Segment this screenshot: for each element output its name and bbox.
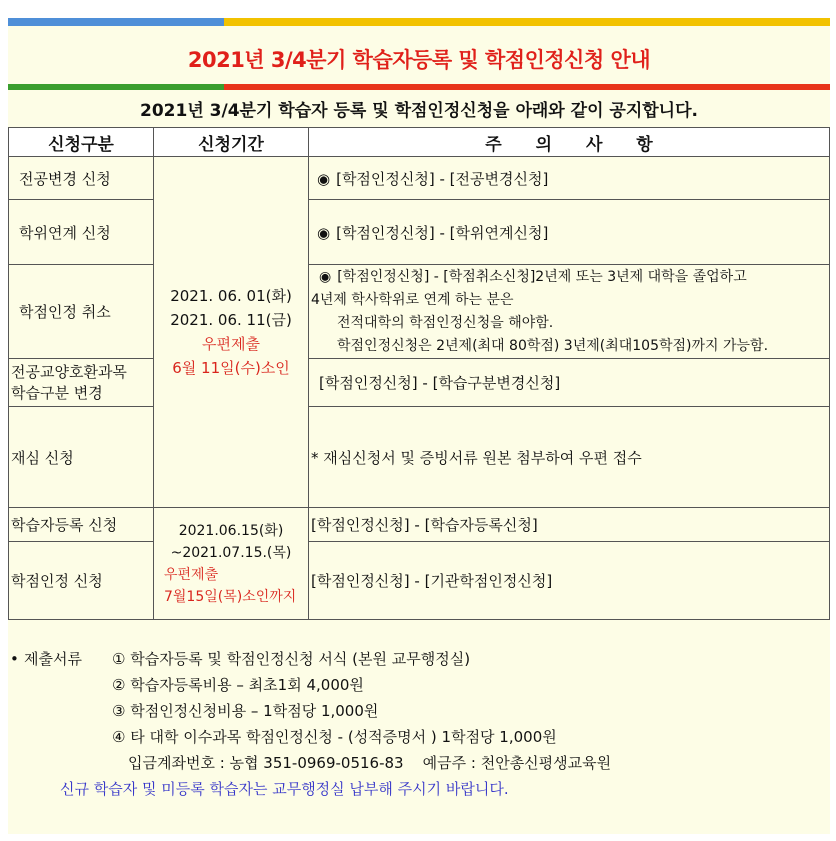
document-item: ① 학습자등록 및 학점인정신청 서식 (본원 교무행정실) <box>112 650 471 668</box>
document-item: ③ 학점인정신청비용 – 1학점당 1,000원 <box>112 702 379 720</box>
top-color-bar <box>8 18 830 26</box>
period-cell-2 <box>154 508 309 620</box>
notice-document <box>8 26 830 834</box>
table-row <box>9 157 830 200</box>
table-row <box>9 542 830 620</box>
period-deadline: 6월 11일(수)소인 <box>172 359 290 377</box>
bank-account: 입금계좌번호 : 농협 351-0969-0516-83 예금주 : 천안총신평생교육원 <box>128 754 612 772</box>
page-title: 2021년 3/4분기 학습자등록 및 학점인정신청 안내 <box>187 48 651 72</box>
row-category: 전공변경 신청 <box>9 157 154 200</box>
period-end: 2021. 06. 11(금) <box>170 311 292 329</box>
row-note: [학점인정신청] - [학습자등록신청] <box>309 508 830 542</box>
table-row <box>9 508 830 542</box>
header-notes: 주 의 사 항 <box>309 128 830 157</box>
period-deadline: 7월15일(목)소인까지 <box>164 588 297 605</box>
table-header-row <box>9 128 830 157</box>
header-period: 신청기간 <box>154 128 309 157</box>
row-note: ◉ [학점인정신청] - [학위연계신청] <box>309 200 830 265</box>
row-category: 전공교양호환과목 학습구분 변경 <box>9 359 154 407</box>
page-subtitle: 2021년 3/4분기 학습자 등록 및 학점인정신청을 아래와 같이 공지합니다. <box>140 101 698 121</box>
table-row <box>9 407 830 508</box>
radio-selected-icon: ◉ <box>317 223 331 242</box>
document-item: ② 학습자등록비용 – 최초1회 4,000원 <box>112 676 364 694</box>
row-note: [학점인정신청] - [기관학점인정신청] <box>309 542 830 620</box>
period-end: ~2021.07.15.(목) <box>170 544 292 561</box>
documents-label: 제출서류 <box>24 650 82 668</box>
table-row <box>9 200 830 265</box>
bullet-icon: • <box>10 650 19 668</box>
radio-selected-icon: ◉ <box>319 268 332 285</box>
row-category: 학점인정 신청 <box>9 542 154 620</box>
row-category: 학습자등록 신청 <box>9 508 154 542</box>
row-category: 학위연계 신청 <box>9 200 154 265</box>
row-note: [학점인정신청] - [학습구분변경신청] <box>309 359 830 407</box>
submission-documents <box>8 646 830 802</box>
period-mail: 우편제출 <box>202 335 260 353</box>
period-mail: 우편제출 <box>164 566 219 583</box>
radio-selected-icon: ◉ <box>317 169 331 188</box>
application-table <box>8 127 830 620</box>
row-category: 재심 신청 <box>9 407 154 508</box>
title-underline-bar <box>8 84 830 90</box>
period-start: 2021.06.15(화) <box>178 522 284 539</box>
period-cell-1 <box>154 157 309 508</box>
period-start: 2021. 06. 01(화) <box>170 287 292 305</box>
header-category: 신청구분 <box>9 128 154 157</box>
document-item: ④ 타 대학 이수과목 학점인정신청 - (성적증명서 ) 1학점당 1,000원 <box>112 728 557 746</box>
row-note: * 재심신청서 및 증빙서류 원본 첨부하여 우편 접수 <box>309 407 830 508</box>
table-row <box>9 265 830 359</box>
payment-notice: 신규 학습자 및 미등록 학습자는 교무행정실 납부해 주시기 바랍니다. <box>60 780 509 798</box>
table-row <box>9 359 830 407</box>
row-category: 학점인정 취소 <box>9 265 154 359</box>
row-note: ◉ [학점인정신청] - [학점취소신청]2년제 또는 3년제 대학을 졸업하고 4년제 학사학위로 연계 하는 분은 전적대학의 학점인정신청을 해야함. 학점인정신청은 2년제(최대 80학점) 3년제(최대105학점)까지 가능함. <box>309 265 830 359</box>
row-note: ◉ [학점인정신청] - [전공변경신청] <box>309 157 830 200</box>
